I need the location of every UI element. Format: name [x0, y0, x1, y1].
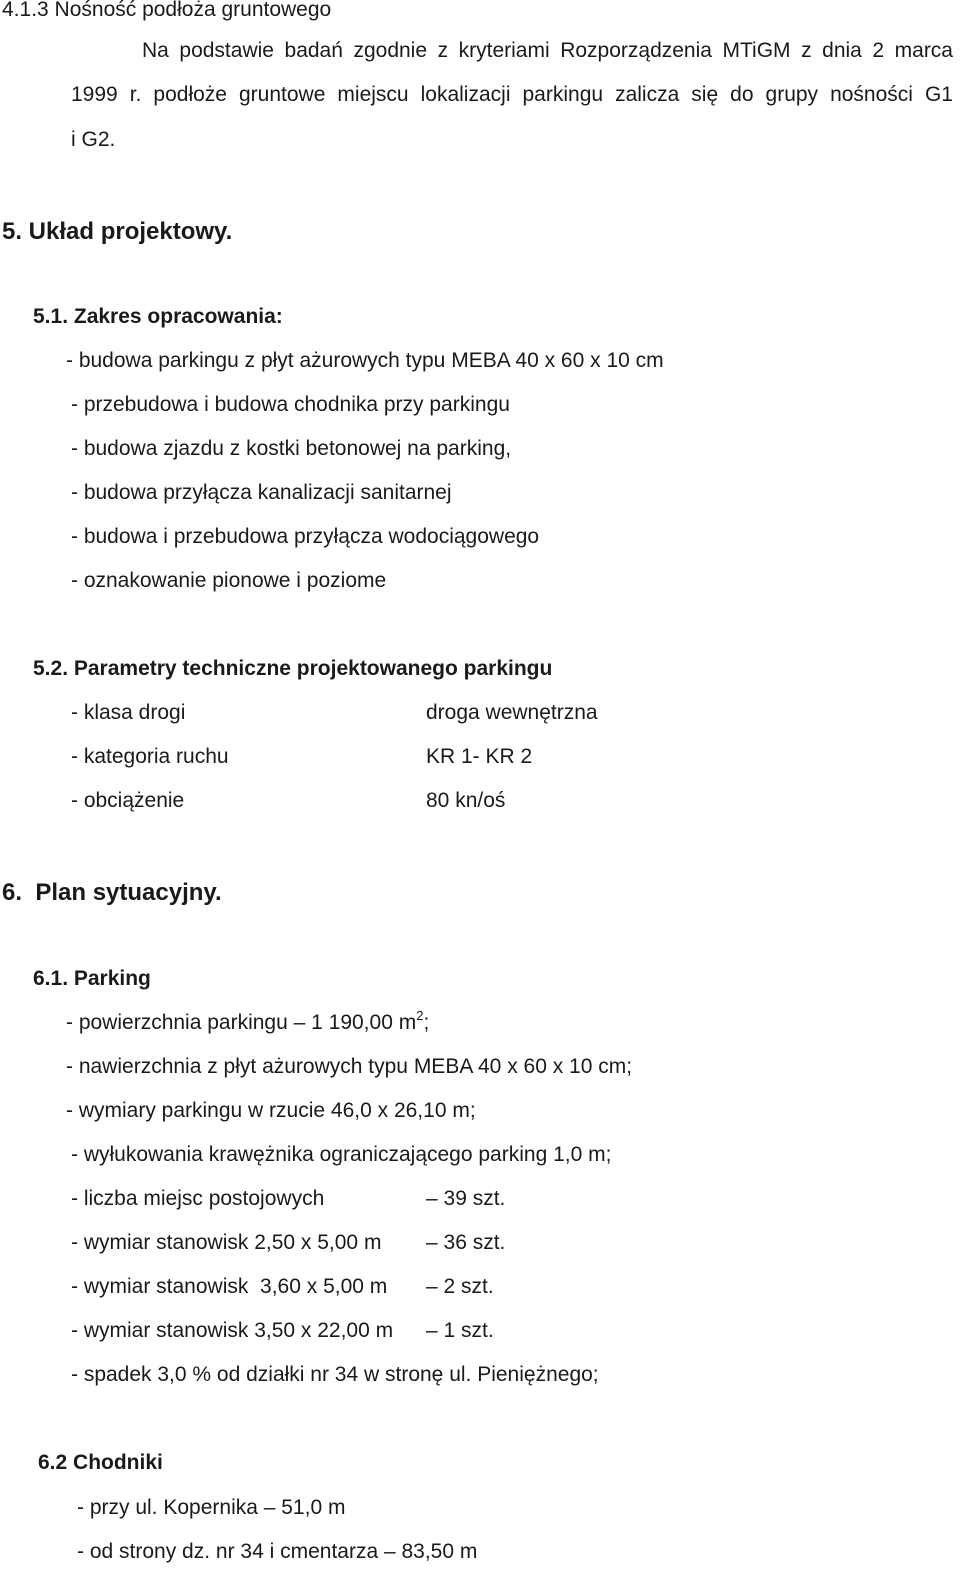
paragraph-line-3: i G2. — [71, 128, 116, 151]
list-item: - od strony dz. nr 34 i cmentarza – 83,50 m — [77, 1540, 478, 1563]
list-item: - budowa i przebudowa przyłącza wodociągowego — [71, 525, 540, 548]
section-6-heading: 6. Plan sytuacyjny. — [2, 879, 222, 906]
parking-spec-value: – 36 szt. — [426, 1231, 506, 1254]
parking-spec-label: - liczba miejsc postojowych — [71, 1187, 325, 1210]
param-value: droga wewnętrzna — [426, 701, 598, 724]
slope-line: - spadek 3,0 % od działki nr 34 w stronę ul. Pieniężnego; — [71, 1363, 599, 1386]
parking-area-text: - powierzchnia parkingu – 1 190,00 m — [66, 1011, 417, 1034]
list-item: - przy ul. Kopernika – 51,0 m — [77, 1496, 346, 1519]
list-item: - przebudowa i budowa chodnika przy parkingu — [71, 393, 510, 416]
section-5-heading: 5. Układ projektowy. — [2, 218, 233, 245]
parking-spec-value: – 39 szt. — [426, 1187, 506, 1210]
list-item: - oznakowanie pionowe i poziome — [71, 569, 387, 592]
list-item: - budowa zjazdu z kostki betonowej na parking, — [71, 437, 512, 460]
paragraph-line-2: 1999 r. podłoże gruntowe miejscu lokalizacji parkingu zalicza się do grupy nośności G1 — [71, 83, 953, 106]
section-5-1-heading: 5.1. Zakres opracowania: — [33, 305, 283, 328]
param-label: - kategoria ruchu — [71, 745, 229, 768]
paragraph-line-1: Na podstawie badań zgodnie z kryteriami Rozporządzenia MTiGM z dnia 2 marca — [142, 39, 953, 62]
parking-area-suffix: ; — [423, 1011, 430, 1034]
param-value: KR 1- KR 2 — [426, 745, 533, 768]
parking-spec-label: - wymiar stanowisk 3,50 x 22,00 m — [71, 1319, 394, 1342]
area-unit-superscript: 2 — [416, 1008, 424, 1023]
section-6-2-heading: 6.2 Chodniki — [38, 1451, 163, 1474]
list-item: - budowa przyłącza kanalizacji sanitarnej — [71, 481, 452, 504]
list-item: - wyłukowania krawężnika ograniczającego parking 1,0 m; — [71, 1143, 612, 1166]
param-value: 80 kn/oś — [426, 789, 506, 812]
parking-area-line — [66, 1010, 429, 1036]
parking-spec-label: - wymiar stanowisk 3,60 x 5,00 m — [71, 1275, 388, 1298]
list-item: - nawierzchnia z płyt ażurowych typu MEBA 40 x 60 x 10 cm; — [66, 1055, 633, 1078]
parking-spec-label: - wymiar stanowisk 2,50 x 5,00 m — [71, 1231, 382, 1254]
param-label: - klasa drogi — [71, 701, 186, 724]
param-label: - obciążenie — [71, 789, 185, 812]
section-5-2-heading: 5.2. Parametry techniczne projektowanego parkingu — [33, 657, 553, 680]
section-4-1-3-heading: 4.1.3 Nośność podłoża gruntowego — [2, 0, 332, 21]
parking-spec-value: – 1 szt. — [426, 1319, 494, 1342]
list-item: - wymiary parkingu w rzucie 46,0 x 26,10 m; — [66, 1099, 476, 1122]
parking-spec-value: – 2 szt. — [426, 1275, 494, 1298]
list-item: - budowa parkingu z płyt ażurowych typu MEBA 40 x 60 x 10 cm — [66, 349, 664, 372]
section-6-1-heading: 6.1. Parking — [33, 967, 151, 990]
